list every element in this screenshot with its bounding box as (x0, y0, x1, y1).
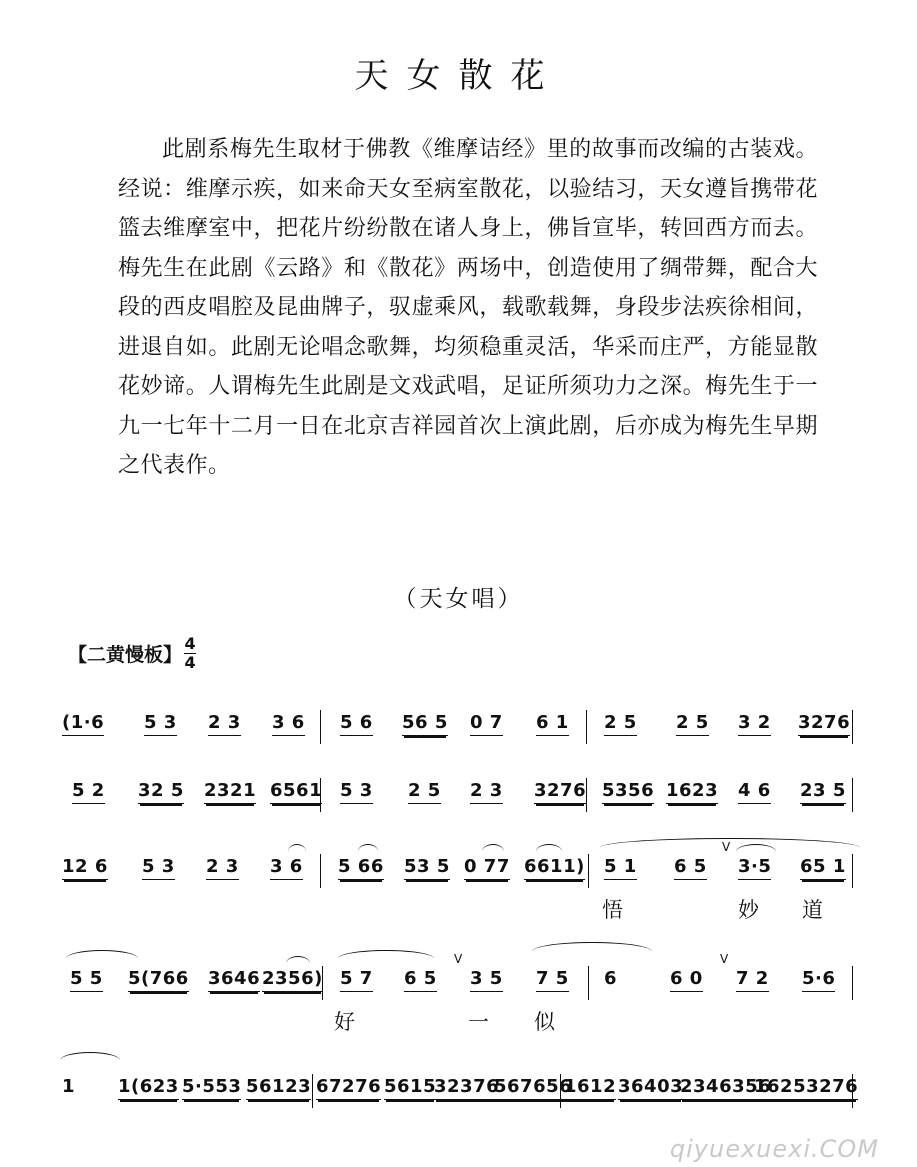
note: 2 5 (676, 712, 709, 736)
note: 2321 (204, 780, 256, 804)
note: 3276 (534, 780, 586, 804)
note: 5 66 (338, 856, 384, 880)
score-row-5 (62, 1072, 862, 1142)
note: 3 6 (270, 856, 303, 880)
note: 65 1 (800, 856, 846, 880)
note: 5 1 (604, 856, 637, 880)
note: 23 5 (800, 780, 846, 804)
singer-label: （天女唱） (393, 586, 524, 612)
note: 1(623 (118, 1076, 179, 1100)
note: 5 3 (144, 712, 177, 736)
note: 1 (62, 1076, 76, 1097)
note: 3 5 (470, 968, 503, 992)
note: 5615 (384, 1076, 436, 1100)
note: 567656 (494, 1076, 572, 1100)
note: 0 7 (470, 712, 503, 736)
score-row-1 (62, 708, 862, 778)
note: 2 3 (470, 780, 503, 804)
note: 2 3 (208, 712, 241, 736)
note: 5 2 (72, 780, 105, 804)
note: 67276 (316, 1076, 381, 1100)
note: 7 2 (736, 968, 769, 992)
note: 3 2 (738, 712, 771, 736)
time-signature (184, 636, 196, 671)
note: 1612 (564, 1076, 616, 1100)
note: 3276 (798, 712, 850, 736)
breath-mark-icon: V (454, 952, 463, 966)
note: 6 5 (404, 968, 437, 992)
note: 36403 (618, 1076, 683, 1100)
page-title: 天女散花 (354, 56, 563, 96)
time-signature-bottom: 4 (184, 653, 196, 672)
score-row-2 (62, 776, 862, 846)
lyric: 悟 (602, 898, 623, 922)
mode-label (68, 636, 196, 671)
note: 6 0 (670, 968, 703, 992)
note: 5·6 (802, 968, 835, 992)
note: 5356 (602, 780, 654, 804)
note: 5 7 (340, 968, 373, 992)
note: 6 (604, 968, 618, 989)
note: 7 5 (536, 968, 569, 992)
note: 0 77 (464, 856, 510, 880)
note: 6 1 (536, 712, 569, 736)
lyric: 妙 (738, 898, 759, 922)
note: 53 5 (404, 856, 450, 880)
note: 3·5 (738, 856, 771, 880)
note: (1·6 (62, 712, 104, 736)
note: 32 5 (138, 780, 184, 804)
note: 2 5 (604, 712, 637, 736)
note: 4 6 (738, 780, 771, 804)
note: 16253276 (754, 1076, 858, 1100)
watermark: qiyuexuexi.COM (669, 1135, 879, 1163)
intro-paragraph: 此剧系梅先生取材于佛教《维摩诘经》里的故事而改编的古装戏。经说：维摩示疾，如来命天女至病室散花，以验结习，天女遵旨携带花篮去维摩室中，把花片纷纷散在诸人身上，佛旨宣毕，转回西方而去。梅先生在此剧《云路》和《散花》两场中，创造使用了绸带舞，配合大段的西皮唱腔及昆曲牌子，驭虚乘风，载歌载舞，身段步法疾徐相间，进退自如。此剧无论唱念歌舞，均须稳重灵活，华采而庄严，方能显散花妙谛。人谓梅先生此剧是文戏武唱，足证所须功力之深。梅先生于一九一七年十二月一日在北京吉祥园首次上演此剧，后亦成为梅先生早期之代表作。 (118, 137, 818, 478)
note: 5 5 (70, 968, 103, 992)
note: 32376 (434, 1076, 499, 1100)
note: 2 5 (408, 780, 441, 804)
note: 5 3 (142, 856, 175, 880)
time-signature-top: 4 (184, 634, 196, 653)
lyric: 一 (468, 1010, 489, 1034)
note: 5(766 (128, 968, 189, 992)
note: 6611) (524, 856, 585, 880)
note: 5 6 (340, 712, 373, 736)
note: 5·553 (182, 1076, 241, 1100)
note: 6561 (270, 780, 322, 804)
note: 56123 (246, 1076, 311, 1100)
note: 2356) (262, 968, 323, 992)
score-row-3 (62, 840, 862, 922)
note: 6 5 (674, 856, 707, 880)
mode-text: 【二黄慢板】 (68, 644, 183, 666)
lyric: 好 (334, 1010, 355, 1034)
note: 5 3 (340, 780, 373, 804)
score-row-4 (62, 952, 862, 1034)
lyric: 似 (534, 1010, 555, 1034)
note: 2346356 (680, 1076, 771, 1100)
note: 12 6 (62, 856, 108, 880)
note: 3 6 (272, 712, 305, 736)
breath-mark-icon: V (720, 952, 729, 966)
breath-mark-icon: V (722, 840, 731, 854)
lyric: 道 (802, 898, 823, 922)
note: 2 3 (206, 856, 239, 880)
note: 1623 (666, 780, 718, 804)
note: 3646 (208, 968, 260, 992)
note: 56 5 (402, 712, 448, 736)
